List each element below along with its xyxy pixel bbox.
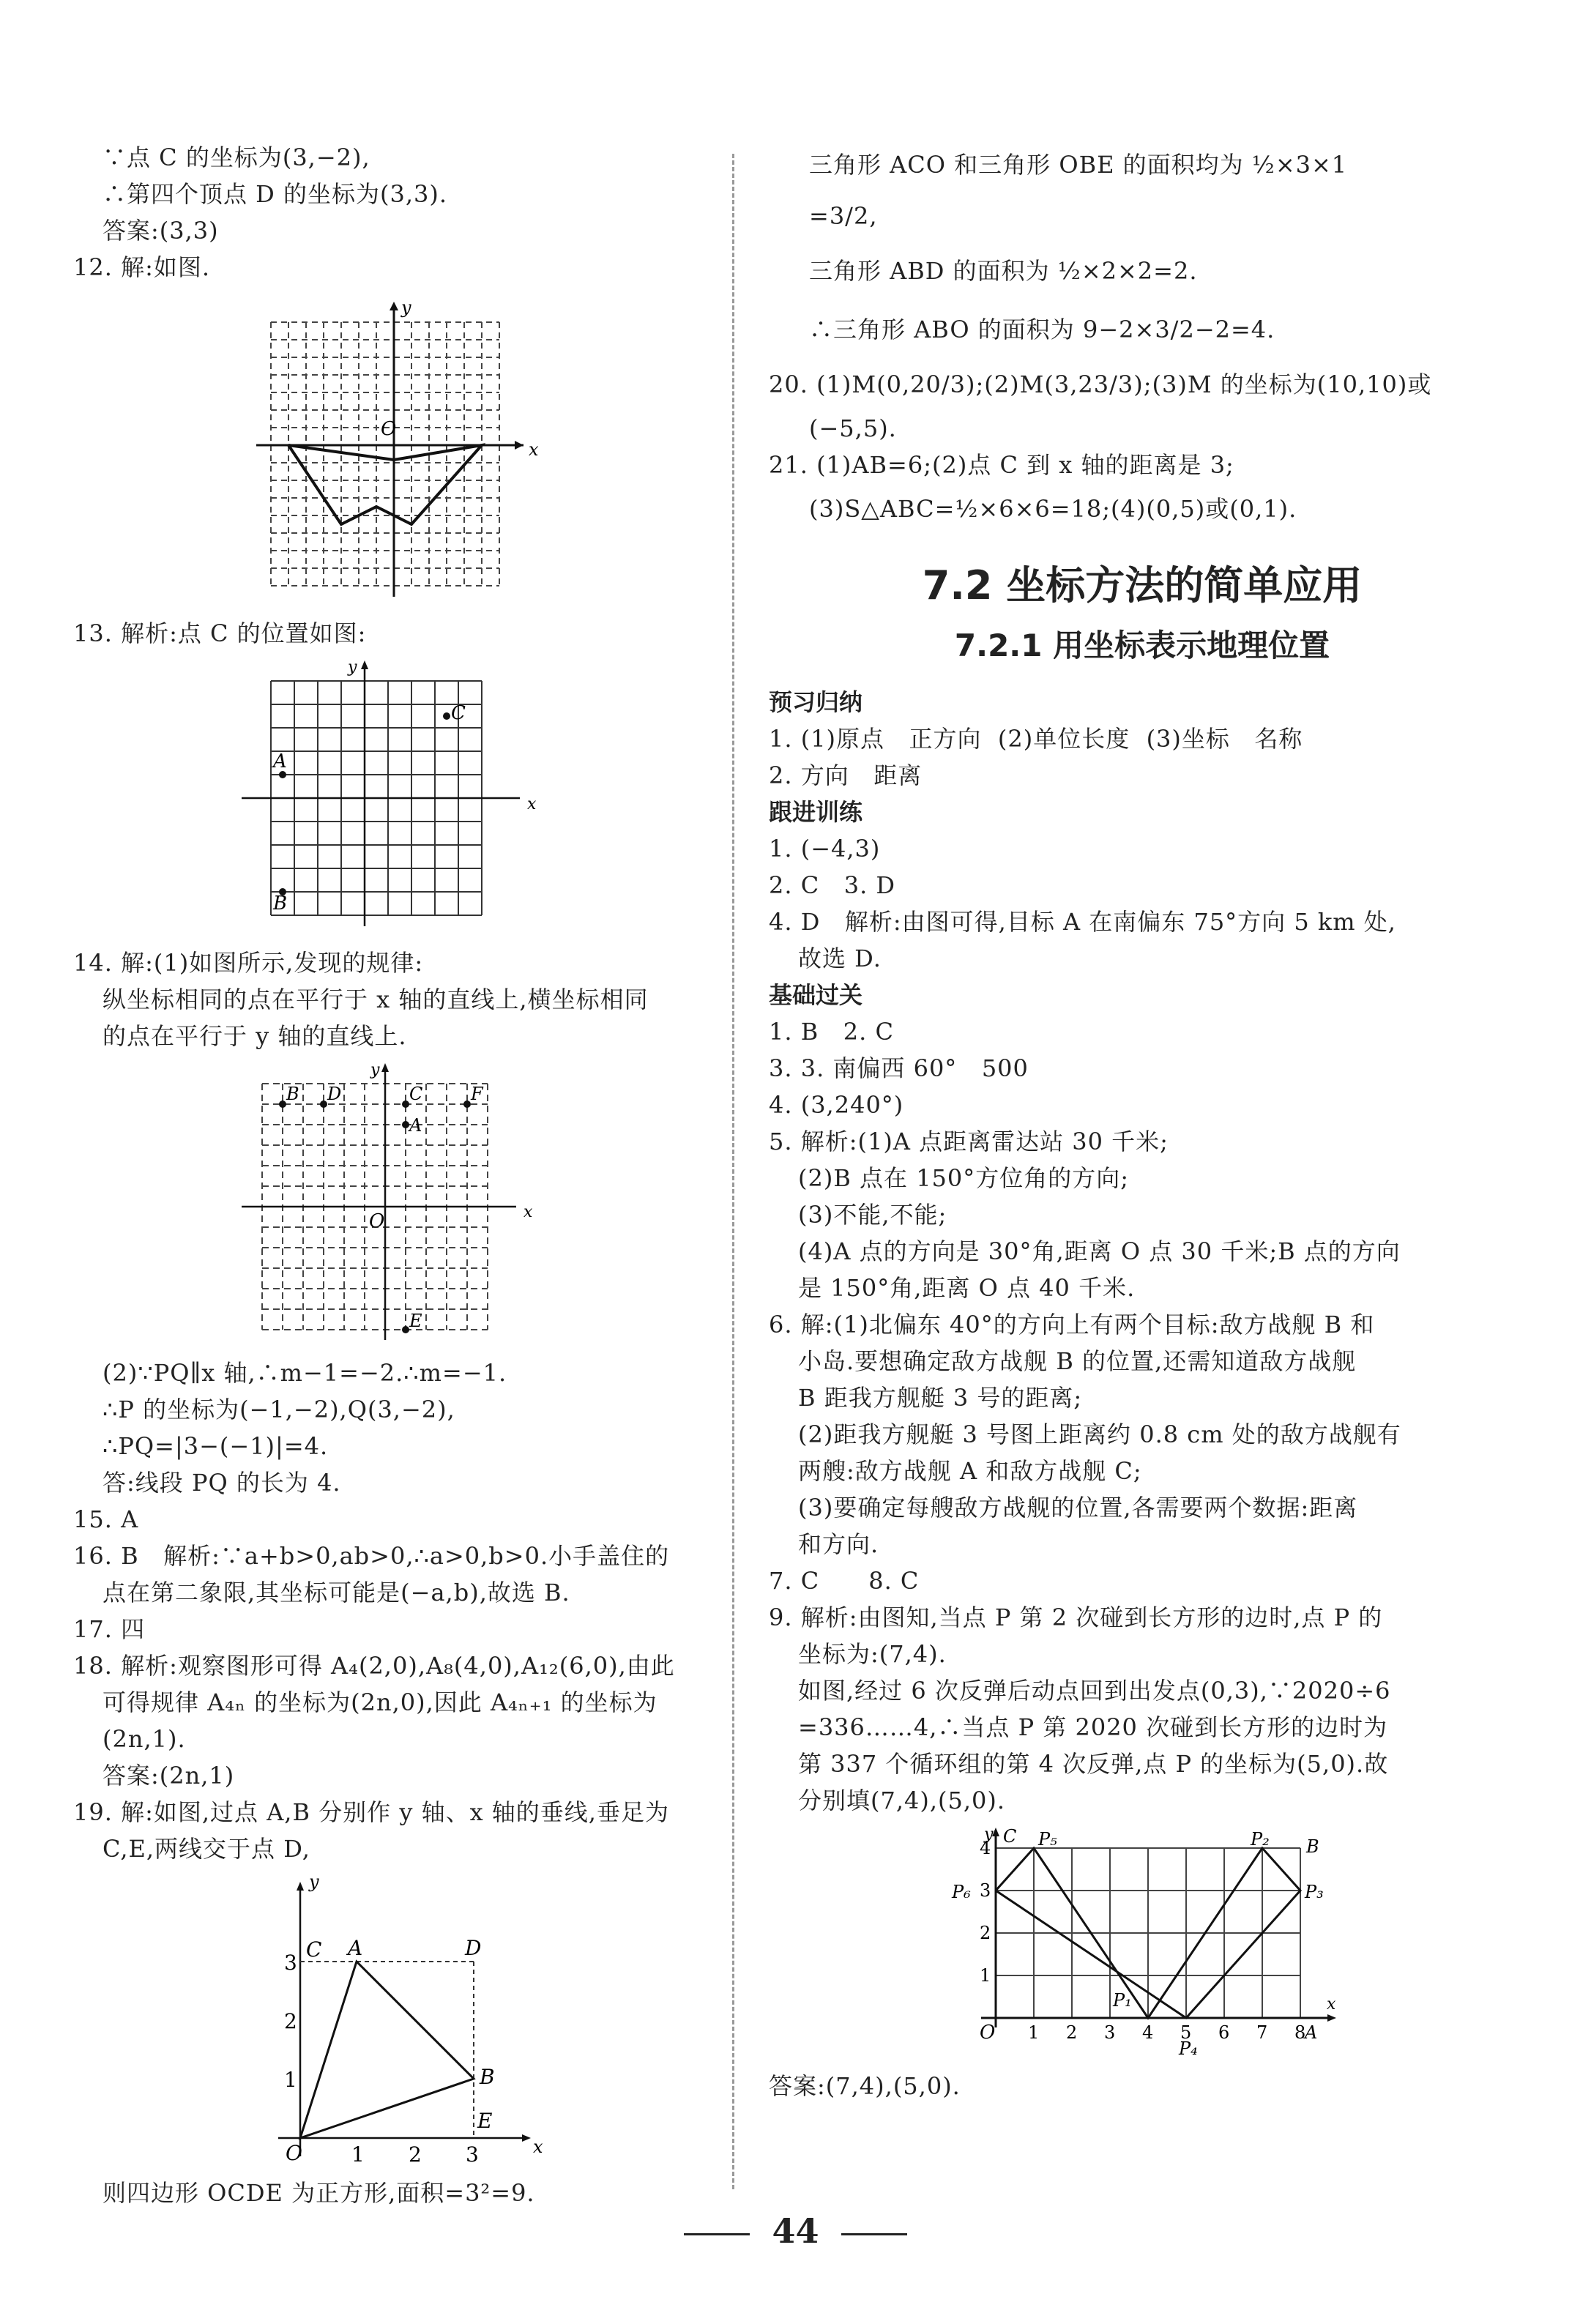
text-line: (2)B 点在 150°方位角的方向;	[798, 1164, 1130, 1192]
point-label: E	[409, 1311, 422, 1331]
question-16: 16. B 解析:∵a+b>0,ab>0,∴a>0,b>0.小手盖住的	[73, 1542, 670, 1570]
axis-label: y	[348, 659, 357, 677]
tick-label: 4	[1142, 2022, 1154, 2043]
text-line: 6. 解:(1)北偏东 40°的方向上有两个目标:敌方战舰 B 和	[769, 1311, 1375, 1338]
point-label: C	[306, 1937, 322, 1962]
axis-label: x	[533, 2137, 543, 2157]
figure-19-triangle	[242, 1874, 549, 2167]
point-label: P₁	[1113, 1990, 1132, 2011]
text-line: (2n,1).	[103, 1725, 186, 1753]
point-label: A	[409, 1115, 422, 1136]
text-line: 第 337 个循环组的第 4 次反弹,点 P 的坐标为(5,0).故	[798, 1750, 1389, 1778]
text-line: 三角形 ACO 和三角形 OBE 的面积均为 ½×3×1	[809, 151, 1348, 179]
question-18: 18. 解析:观察图形可得 A₄(2,0),A₈(4,0),A₁₂(6,0),由此	[73, 1652, 675, 1680]
point-label: D	[327, 1084, 342, 1104]
text-line: 坐标为:(7,4).	[798, 1640, 947, 1668]
text-line: ∴第四个顶点 D 的坐标为(3,3).	[103, 180, 448, 208]
tick-label: 2	[409, 2142, 422, 2167]
dash-decoration	[841, 2233, 907, 2235]
origin-label: O	[369, 1210, 385, 1232]
section-heading: 预习归纳	[769, 688, 863, 716]
tick-label: 6	[1218, 2022, 1230, 2043]
point-label: D	[465, 1936, 482, 1960]
question-13: 13. 解析:点 C 的位置如图:	[73, 619, 367, 647]
text-line: 3. 3. 南偏西 60° 500	[769, 1054, 1029, 1082]
axis-label: y	[309, 1874, 319, 1892]
text-line: (3)不能,不能;	[798, 1201, 947, 1229]
point-label: A	[273, 751, 287, 772]
point-label: P₂	[1251, 1829, 1270, 1850]
text-line: (2)距我方舰艇 3 号图上距离约 0.8 cm 处的敌方战舰有	[798, 1420, 1401, 1448]
question-20: 20. (1)M(0,20/3);(2)M(3,23/3);(3)M 的坐标为(10,10)或	[769, 370, 1432, 398]
text-line: 分别填(7,4),(5,0).	[798, 1787, 1006, 1814]
text-line: ∴三角形 ABO 的面积为 9−2×3/2−2=4.	[809, 316, 1275, 343]
point-label: P₃	[1305, 1882, 1324, 1902]
text-line: 1. B 2. C	[769, 1018, 894, 1046]
point-label: A	[348, 1936, 363, 1960]
text-line: 两艘:敌方战舰 A 和敌方战舰 C;	[798, 1457, 1142, 1485]
text-line: (−5,5).	[809, 414, 897, 442]
section-title: 7.2 坐标方法的简单应用	[922, 562, 1363, 608]
text-line: 2. C 3. D	[769, 871, 896, 899]
point-label: P₅	[1038, 1829, 1057, 1850]
dash-decoration	[684, 2233, 750, 2235]
point-label: P₄	[1179, 2038, 1198, 2059]
text-line: 纵坐标相同的点在平行于 x 轴的直线上,横坐标相同	[103, 986, 649, 1013]
question-21: 21. (1)AB=6;(2)点 C 到 x 轴的距离是 3;	[769, 451, 1234, 479]
figure-13-grid	[227, 659, 564, 937]
text-line: 点在第二象限,其坐标可能是(−a,b),故选 B.	[103, 1579, 570, 1606]
axis-label: x	[527, 795, 537, 813]
tick-label: 1	[284, 2068, 297, 2092]
point-label: B	[480, 2065, 495, 2089]
point-label: B	[273, 893, 288, 915]
axis-label: x	[523, 1203, 533, 1221]
tick-label: 3	[1104, 2022, 1116, 2043]
question-14: 14. 解:(1)如图所示,发现的规律:	[73, 949, 424, 977]
axis-label: x	[529, 439, 539, 460]
text-line: ∴P 的坐标为(−1,−2),Q(3,−2),	[103, 1396, 455, 1423]
text-line: 故选 D.	[798, 945, 882, 972]
axis-label: x	[1327, 1995, 1336, 2014]
text-line: 是 150°角,距离 O 点 40 千米.	[798, 1274, 1136, 1302]
point-label: P₆	[952, 1882, 971, 1902]
text-line: 7. C 8. C	[769, 1567, 920, 1595]
text-line: 可得规律 A₄ₙ 的坐标为(2n,0),因此 A₄ₙ₊₁ 的坐标为	[103, 1688, 657, 1716]
text-line: (3)S△ABC=½×6×6=18;(4)(0,5)或(0,1).	[809, 495, 1297, 523]
figure-14-grid	[227, 1062, 564, 1347]
origin-label: O	[980, 2022, 996, 2044]
question-12: 12. 解:如图.	[73, 253, 211, 281]
text-line: (2)∵PQ∥x 轴,∴m−1=−2.∴m=−1.	[103, 1359, 507, 1387]
subsection-title: 7.2.1 用坐标表示地理位置	[954, 627, 1330, 663]
text-line: =336……4,∴当点 P 第 2020 次碰到长方形的边时为	[798, 1713, 1388, 1741]
text-line: (3)要确定每艘敌方战舰的位置,各需要两个数据:距离	[798, 1494, 1358, 1522]
section-heading: 基础过关	[769, 981, 863, 1009]
point-label: B	[1306, 1836, 1319, 1857]
answer-line: 答案:(7,4),(5,0).	[769, 2072, 961, 2100]
text-line: 三角形 ABD 的面积为 ½×2×2=2.	[809, 257, 1198, 285]
tick-label: 2	[1066, 2022, 1078, 2043]
left-column	[73, 139, 718, 2211]
figure-12-grid	[242, 293, 549, 608]
right-column	[769, 139, 1516, 2104]
text-line: B 距我方舰艇 3 号的距离;	[798, 1384, 1083, 1412]
point-label: F	[471, 1084, 483, 1104]
text-line: ∵点 C 的坐标为(3,−2),	[103, 144, 370, 171]
point-label: C	[409, 1084, 423, 1104]
text-line: C,E,两线交于点 D,	[103, 1835, 310, 1863]
tick-label: 7	[1256, 2022, 1268, 2043]
point-label: C	[1003, 1826, 1017, 1847]
text-line: =3/2,	[809, 202, 878, 230]
answer-line: 答案:(2n,1)	[103, 1762, 235, 1789]
page-number	[0, 2211, 1591, 2251]
question-17: 17. 四	[73, 1615, 146, 1643]
tick-label: 4	[980, 1838, 991, 1858]
text-line: 9. 解析:由图知,当点 P 第 2 次碰到长方形的边时,点 P 的	[769, 1604, 1383, 1631]
text-line: 4. (3,240°)	[769, 1091, 904, 1119]
tick-label: 1	[980, 1965, 991, 1986]
tick-label: 5	[1180, 2022, 1192, 2043]
text-line: 如图,经过 6 次反弹后动点回到出发点(0,3),∵2020÷6	[798, 1677, 1391, 1705]
point-label: B	[286, 1084, 299, 1104]
figure-9-rectangle-bounce	[937, 1826, 1347, 2060]
point-label: C	[451, 702, 466, 724]
answer-line: 答案:(3,3)	[103, 217, 219, 245]
tick-label: 8	[1294, 2022, 1306, 2043]
column-divider	[732, 154, 734, 2189]
section-heading: 跟进训练	[769, 798, 863, 826]
text-line: 和方向.	[798, 1530, 879, 1558]
text-line: (4)A 点的方向是 30°角,距离 O 点 30 千米;B 点的方向	[798, 1237, 1401, 1265]
text-line: 2. 方向 距离	[769, 761, 923, 789]
question-15: 15. A	[73, 1505, 139, 1533]
tick-label: 3	[980, 1880, 991, 1901]
tick-label: 2	[980, 1923, 991, 1943]
axis-label: y	[370, 1062, 380, 1079]
tick-label: 3	[466, 2142, 479, 2167]
axis-label: y	[401, 297, 411, 318]
text-line: 小岛.要想确定敌方战舰 B 的位置,还需知道敌方战舰	[798, 1347, 1357, 1375]
origin-label: O	[286, 2141, 302, 2165]
point-label: E	[477, 2109, 493, 2133]
text-line: ∴PQ=|3−(−1)|=4.	[103, 1432, 329, 1460]
point-label: A	[1305, 2022, 1318, 2043]
text-line: 4. D 解析:由图可得,目标 A 在南偏东 75°方向 5 km 处,	[769, 908, 1396, 936]
question-19: 19. 解:如图,过点 A,B 分别作 y 轴、x 轴的垂线,垂足为	[73, 1798, 669, 1826]
text-line: 则四边形 OCDE 为正方形,面积=3²=9.	[103, 2179, 535, 2207]
text-line: 5. 解析:(1)A 点距离雷达站 30 千米;	[769, 1128, 1169, 1155]
text-line: 1. (−4,3)	[769, 835, 881, 863]
origin-label: O	[381, 418, 397, 440]
tick-label: 3	[284, 1951, 297, 1975]
text-line: 的点在平行于 y 轴的直线上.	[103, 1022, 407, 1050]
tick-label: 1	[351, 2142, 365, 2167]
tick-label: 1	[1028, 2022, 1040, 2043]
tick-label: 2	[284, 2009, 297, 2033]
axis-label: y	[984, 1826, 994, 1844]
text-line: 1. (1)原点 正方向 (2)单位长度 (3)坐标 名称	[769, 725, 1303, 753]
text-line: 答:线段 PQ 的长为 4.	[103, 1469, 341, 1497]
page-number-text: 44	[772, 2211, 819, 2251]
